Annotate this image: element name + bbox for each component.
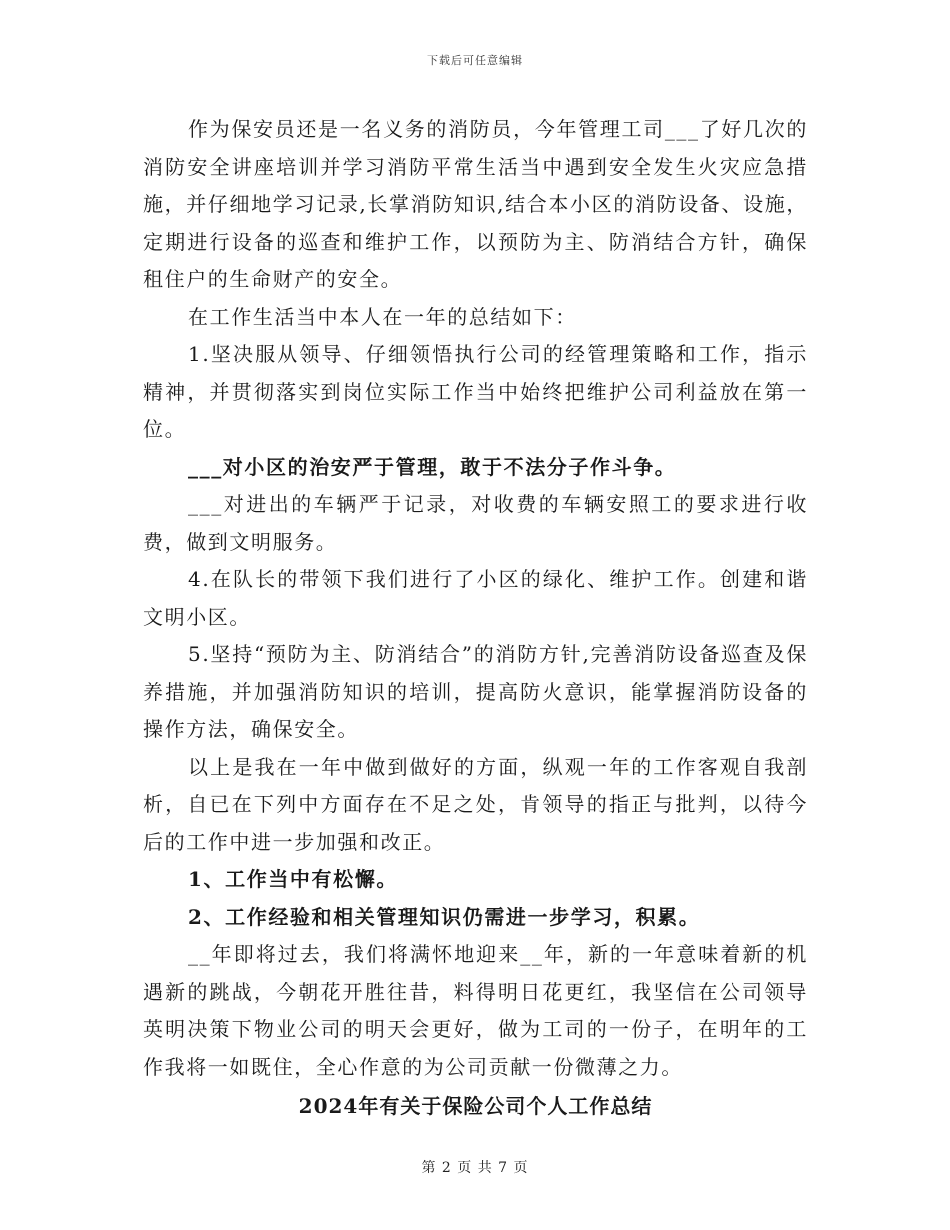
list-item-1: 1.坚决服从领导、仔细领悟执行公司的经管理策略和工作，指示精神，并贯彻落实到岗位实际工作当中始终把维护公司利益放在第一位。 xyxy=(143,342,808,441)
next-section-title: 2024年有关于保险公司个人工作总结 xyxy=(298,1094,653,1118)
page-number: 第 2 页 共 7 页 xyxy=(421,1160,529,1176)
list-item-5: 5.坚持“预防为主、防消结合”的消防方针,完善消防设备巡查及保养措施，并加强消防知识的培训，提高防火意识，能掌握消防设备的操作方法，确保安全。 xyxy=(143,642,808,741)
page-header-note: 下载后可任意编辑 xyxy=(427,54,523,67)
paragraph-closing: __年即将过去，我们将满怀地迎来__年，新的一年意味着新的机遇新的跳战，今朝花开胜往昔，料得明日花更红，我坚信在公司领导英明决策下物业公司的明天会更好，做为工司的一份子，在明年的工作我将一如既住，全心作意的为公司贡献一份微薄之力。 xyxy=(143,942,808,1079)
document-body xyxy=(143,111,808,1126)
list-item-4: 4.在队长的带领下我们进行了小区的绿化、维护工作。创建和谐文明小区。 xyxy=(143,567,808,629)
paragraph-summary-lead: 在工作生活当中本人在一年的总结如下： xyxy=(188,304,577,329)
list-item-2: ___对小区的治安严于管理，敢于不法分子作斗争。 xyxy=(188,454,677,479)
list-item-3: ___对进出的车辆严于记录，对收费的车辆安照工的要求进行收费，做到文明服务。 xyxy=(143,492,808,554)
shortcoming-item-1: 1、工作当中有松懈。 xyxy=(188,867,398,891)
paragraph-intro: 作为保安员还是一名义务的消防员，今年管理工司___了好几次的消防安全讲座培训并学习消防平常生活当中遇到安全发生火灾应急措施，并仔细地学习记录,长掌消防知识,结合本小区的消防设备、设施，定期进行设备的巡查和维护工作，以预防为主、防消结合方针，确保租住户的生命财产的安全。 xyxy=(143,117,808,291)
paragraph-self-analysis: 以上是我在一年中做到做好的方面，纵观一年的工作客观自我剖析，自已在下列中方面存在不足之处，肯领导的指正与批判，以待今后的工作中进一步加强和改正。 xyxy=(143,754,808,854)
shortcoming-item-2: 2、工作经验和相关管理知识仍需进一步学习，积累。 xyxy=(188,904,701,929)
